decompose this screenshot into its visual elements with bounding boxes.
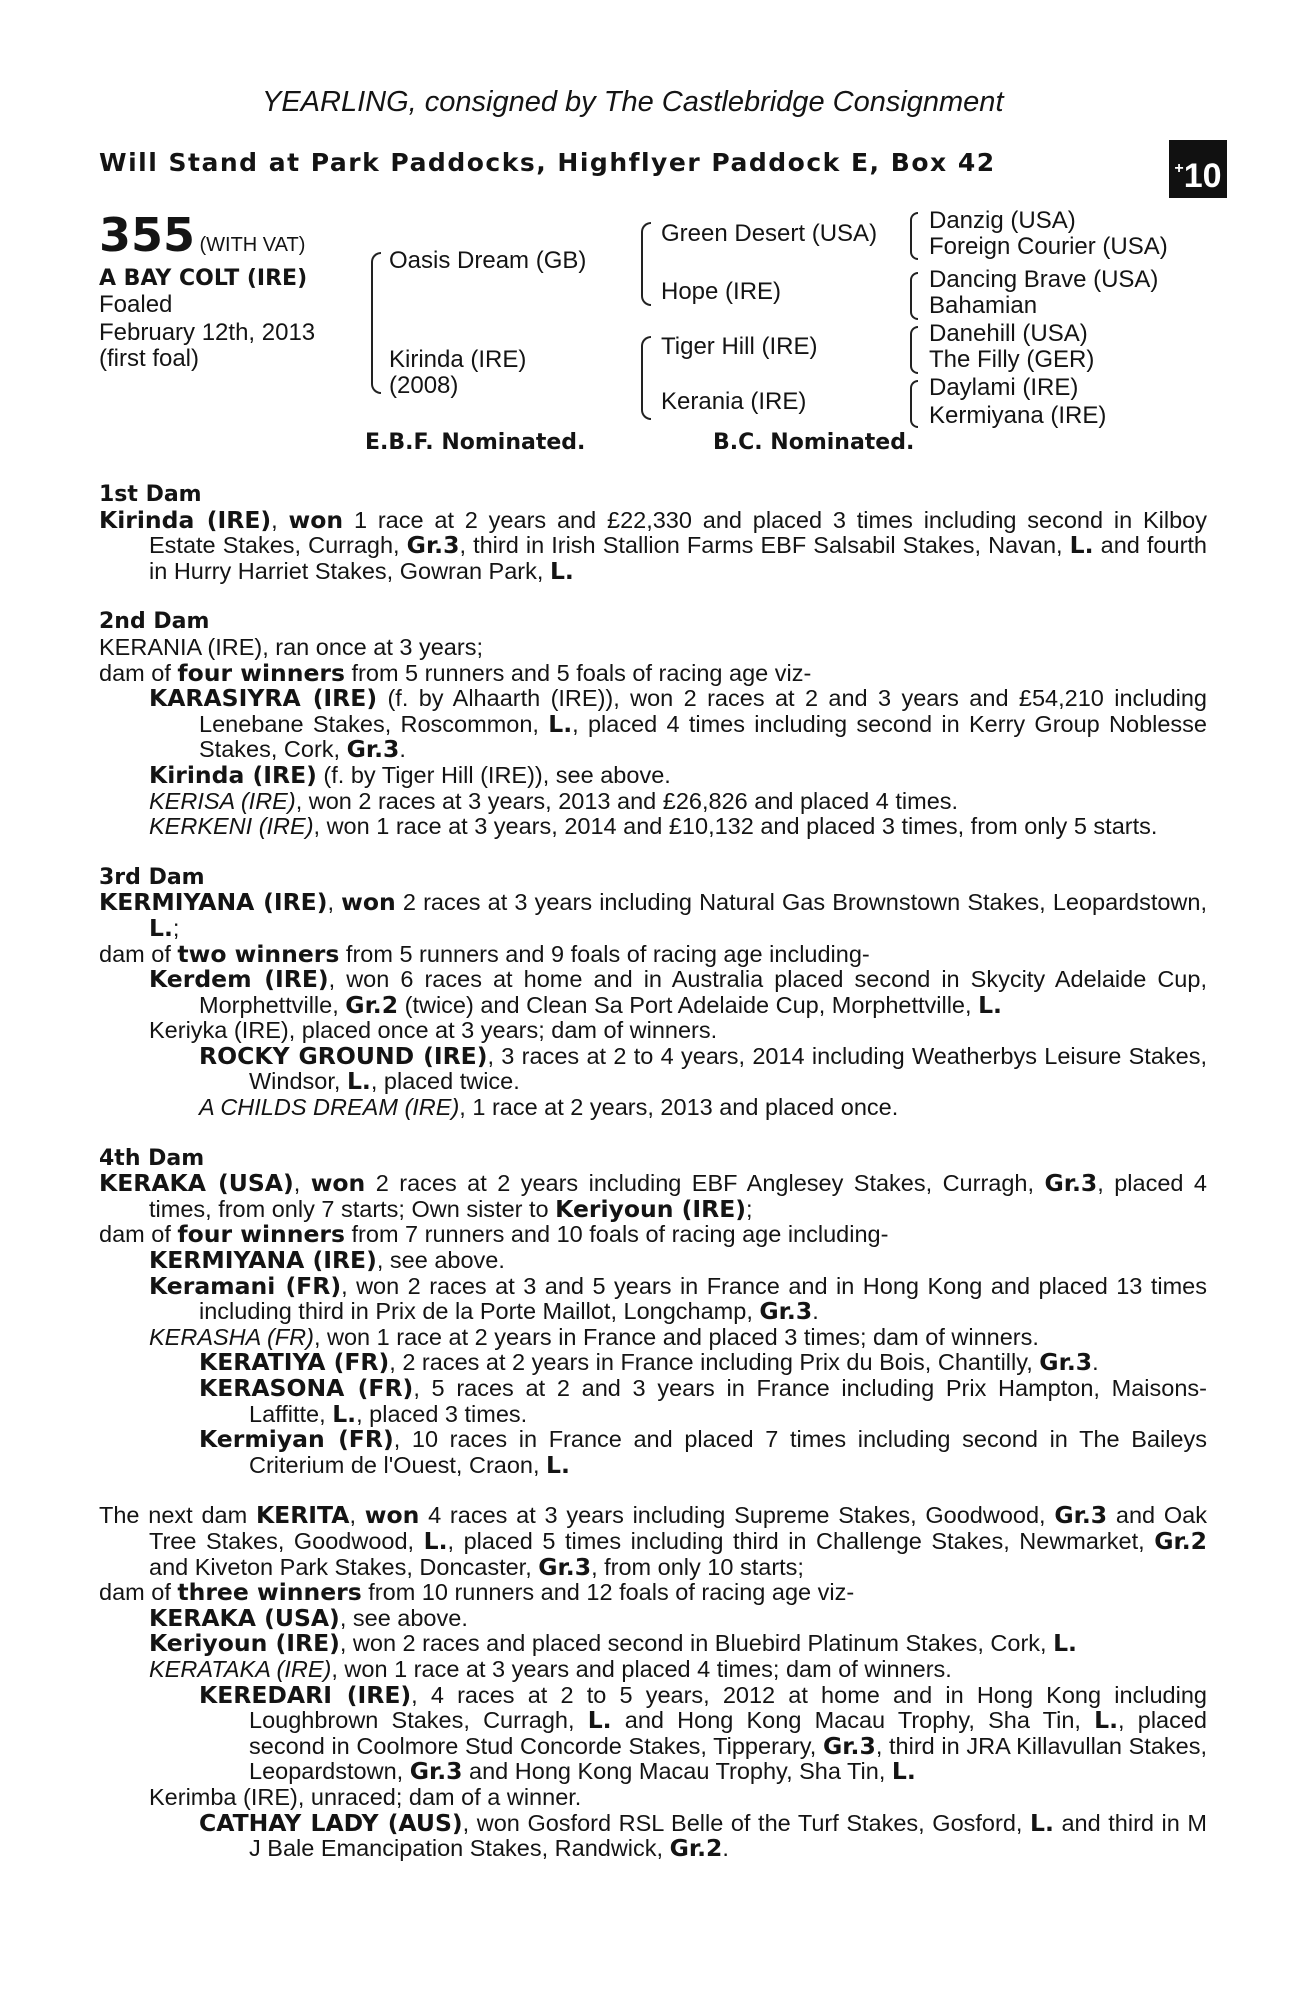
produce-text: .: [812, 1298, 819, 1325]
produce-text: (f. by Alhaarth (IRE)), won 2 races at 2 and 3 years and £54,210 including Lenebane Stakes, Roscommon,: [199, 685, 1208, 737]
produce-text: , won 2 races at 3 years, 2013 and £26,826 and placed 4 times.: [295, 787, 959, 814]
produce-name: KERISA (IRE): [149, 787, 296, 814]
first-foal-note: (first foal): [99, 345, 200, 372]
pedigree-brace-main: [371, 252, 381, 394]
gg-dam-2: Bahamian: [929, 292, 1038, 319]
badge-number: 10: [1183, 157, 1222, 195]
race-text: and fourth in Hurry Harriet Stakes, Gowran Park,: [149, 532, 1207, 584]
race-text: 2 races at 3 years including Natural Gas Brownstown Stakes, Leopardstown,: [395, 889, 1208, 916]
listed-label: L.: [332, 1399, 357, 1428]
listed-label: L.: [346, 1067, 371, 1096]
race-text: ;: [172, 914, 180, 941]
race-text: 1 race at 2 years and £22,330 and placed 3 times including second in Kilboy Estate Stakes, Curragh,: [149, 506, 1208, 559]
produce-entry: [99, 1350, 1207, 1376]
produce-text: , won 1 race at 3 years, 2014 and £10,132 and placed 3 times, from only 5 starts.: [313, 813, 1158, 840]
gg-sire-3: Danehill (USA): [929, 320, 1088, 347]
produce-text: and third in M J Bale Emancipation Stakes, Randwick,: [249, 1809, 1207, 1862]
pedigree-brace-dam: [641, 336, 651, 420]
produce-entry: [99, 967, 1207, 1018]
produce-text: , placed second in Coolmore Stud Concorde Stakes, Tipperary,: [249, 1707, 1208, 1759]
grade-label: Gr.3: [759, 1297, 813, 1326]
produce-entry: [99, 1376, 1207, 1427]
pedigree-brace-g4: [910, 380, 918, 428]
race-text: and Kiveton Park Stakes, Doncaster,: [149, 1553, 539, 1580]
pedigree-brace-g2: [910, 272, 918, 320]
race-text: , placed 4 times, from only 7 starts; Own sister to: [149, 1170, 1207, 1222]
consignment-line: YEARLING, consigned by The Castlebridge Consignment: [262, 86, 1004, 118]
produce-name: CATHAY LADY (AUS): [199, 1808, 463, 1837]
grade-label: Gr.2: [669, 1834, 723, 1863]
listed-label: L.: [1069, 531, 1094, 560]
listed-label: L.: [546, 1450, 570, 1479]
pedigree-brace-g1: [910, 212, 918, 260]
produce-text: , 4 races at 2 to 5 years, 2012 at home and in Hong Kong including Loughbrown Stakes, Curragh,: [249, 1681, 1207, 1734]
fourth-dam-name: KERAKA (USA): [99, 1169, 294, 1198]
produce-entry: [99, 760, 1207, 789]
produce-text: , placed 4 times including second in Kerry Group Noblesse Stakes, Cork,: [199, 710, 1207, 763]
listed-label: L.: [548, 709, 573, 738]
listed-label: L.: [1094, 1706, 1119, 1735]
fourth-dam-heading: 4th Dam: [99, 1145, 205, 1171]
grade-label: Gr.3: [1044, 1169, 1098, 1198]
sire-dam: Hope (IRE): [661, 278, 782, 305]
sire-sire: Green Desert (USA): [661, 220, 878, 247]
grade-label: Gr.3: [538, 1552, 592, 1581]
produce-text: , won 6 races at home and in Australia placed second in Skycity Adelaide Cup, Morphettville,: [199, 966, 1207, 1018]
won-label: won: [288, 505, 344, 534]
grade-label: Gr.3: [1054, 1501, 1108, 1530]
gg-dam-4: Kermiyana (IRE): [929, 402, 1107, 429]
gg-dam-3: The Filly (GER): [929, 346, 1095, 373]
dam-name: Kirinda (IRE): [389, 346, 527, 373]
produce-text: .: [722, 1835, 729, 1862]
gg-sire-2: Dancing Brave (USA): [929, 266, 1159, 293]
produce-entry: [99, 1603, 1207, 1632]
third-dam-produce-summary: [99, 939, 1207, 968]
produce-name: Kirinda (IRE): [149, 760, 317, 789]
dam-sire: Tiger Hill (IRE): [661, 333, 818, 360]
produce-name: KERATIYA (FR): [199, 1348, 390, 1377]
won-label: won: [310, 1169, 366, 1198]
race-text: , third in Irish Stallion Farms EBF Salsabil Stakes, Navan,: [459, 532, 1070, 559]
listed-label: L.: [549, 556, 574, 585]
produce-text: , see above.: [376, 1247, 505, 1274]
pedigree-brace-sire: [641, 222, 651, 306]
listed-label: L.: [587, 1706, 612, 1735]
grade-label: Gr.3: [406, 531, 460, 560]
won-label: won: [341, 888, 396, 917]
pedigree-brace-g3: [910, 326, 918, 374]
produce-entry: [99, 1325, 1207, 1351]
produce-text: .: [1092, 1349, 1099, 1376]
sire-name: Oasis Dream (GB): [389, 247, 587, 274]
listed-label: L.: [978, 990, 1002, 1019]
dam-of-text: dam of: [99, 940, 178, 967]
grade-label: Gr.3: [346, 735, 400, 764]
grade-label: Gr.3: [823, 1731, 876, 1760]
produce-text: , won 1 race at 3 years and placed 4 times; dam of winners.: [331, 1655, 952, 1682]
listed-label: L.: [1030, 1808, 1054, 1837]
produce-name: KERATAKA (IRE): [149, 1655, 332, 1682]
produce-text: , third in JRA Killavullan Stakes, Leopardstown,: [249, 1732, 1207, 1785]
produce-text: and Hong Kong Macau Trophy, Sha Tin,: [462, 1758, 892, 1785]
produce-name: A CHILDS DREAM (IRE): [199, 1094, 460, 1121]
winners-count: two winners: [177, 939, 340, 968]
won-label: won: [364, 1501, 420, 1530]
location-line: Will Stand at Park Paddocks, Highflyer Paddock E, Box 42: [99, 148, 996, 177]
dam-of-text: dam of: [99, 1221, 178, 1248]
grade-label: Gr.3: [409, 1757, 463, 1786]
winners-count: three winners: [177, 1578, 362, 1607]
produce-text: (f. by Tiger Hill (IRE)), see above.: [316, 761, 671, 788]
race-text: ,: [349, 1502, 365, 1529]
produce-entry: Keriyka (IRE), placed once at 3 years; dam of winners.: [149, 1017, 718, 1044]
produce-entry: [99, 1680, 1208, 1786]
listed-label: L.: [149, 913, 173, 942]
produce-name: KERMIYANA (IRE): [149, 1246, 377, 1275]
first-dam-name: Kirinda (IRE): [99, 505, 272, 534]
listed-label: L.: [891, 1757, 916, 1786]
produce-entry: [99, 814, 1207, 840]
dam-dam: Kerania (IRE): [661, 388, 807, 415]
produce-text: , 10 races in France and placed 7 times including second in The Baileys Criterium de l'Ouest, Craon,: [249, 1426, 1207, 1478]
grade-label: Gr.3: [1039, 1348, 1093, 1377]
sister-name: Keriyoun (IRE): [555, 1194, 746, 1223]
third-dam-heading: 3rd Dam: [99, 864, 205, 890]
foaled-date: February 12th, 2013: [99, 319, 316, 346]
produce-text: and Hong Kong Macau Trophy, Sha Tin,: [611, 1707, 1095, 1734]
grade-label: Gr.2: [345, 990, 399, 1019]
race-text: , placed 5 times including third in Challenge Stakes, Newmarket,: [447, 1527, 1155, 1554]
gg-sire-1: Danzig (USA): [929, 207, 1076, 234]
produce-name: Keriyoun (IRE): [149, 1629, 340, 1658]
produce-text: , won 2 races and placed second in Bluebird Platinum Stakes, Cork,: [339, 1630, 1054, 1657]
produce-name: Kerdem (IRE): [149, 965, 329, 994]
dam-of-text: dam of: [99, 659, 178, 686]
produce-entry: [99, 1808, 1207, 1863]
first-dam-paragraph: Kirinda (IRE), won 1 race at 2 years and £22,330 and placed 3 times including second in Kilboy Estate Stakes, Curragh, Gr.3, third in Irish Stallion Farms EBF Salsabil Stakes, Navan, L. and fourth in Hurry Harriet Stakes, Gowran Park, L.: [99, 505, 1208, 585]
produce-name: KEREDARI (IRE): [199, 1680, 412, 1709]
produce-entry: [99, 1427, 1207, 1478]
winners-count: four winners: [177, 658, 345, 687]
produce-name: KERKENI (IRE): [149, 813, 314, 840]
produce-text: , see above.: [339, 1604, 468, 1631]
produce-entry: [99, 1095, 1207, 1121]
next-dam-name: KERITA: [255, 1501, 350, 1530]
produce-name: KERAKA (USA): [149, 1603, 340, 1632]
third-dam-name: KERMIYANA (IRE): [99, 888, 328, 917]
badge-plus: +: [1174, 160, 1184, 177]
race-text: and Oak Tree Stakes, Goodwood,: [149, 1502, 1207, 1554]
produce-text: , 2 races at 2 years in France including Prix du Bois, Chantilly,: [389, 1349, 1040, 1376]
produce-text: (twice) and Clean Sa Port Adelaide Cup, Morphettville,: [398, 991, 979, 1018]
bc-nominated: B.C. Nominated.: [713, 430, 915, 455]
produce-entry: [99, 1631, 1207, 1657]
third-dam-paragraph: KERMIYANA (IRE), won 2 races at 3 years including Natural Gas Brownstown Stakes, Leopardstown, L.;: [99, 888, 1208, 942]
dam-of-text: from 10 runners and 12 foals of racing age viz-: [361, 1579, 855, 1606]
produce-text: , won 2 races at 3 and 5 years in France and in Hong Kong and placed 13 times including third in Prix de la Porte Maillot, Longchamp,: [199, 1272, 1208, 1325]
second-dam-line: KERANIA (IRE), ran once at 3 years;: [99, 633, 483, 660]
dam-of-text: dam of: [99, 1579, 178, 1606]
produce-name: ROCKY GROUND (IRE): [199, 1041, 488, 1070]
fourth-dam-produce-summary: [99, 1222, 1207, 1248]
vat-label: (WITH VAT): [199, 234, 306, 256]
next-dam-lead: The next dam: [99, 1502, 256, 1529]
winners-count: four winners: [177, 1220, 345, 1249]
produce-entry: [99, 686, 1207, 763]
produce-text: , 3 races at 2 to 4 years, 2014 including Weatherbys Leisure Stakes, Windsor,: [249, 1042, 1208, 1095]
produce-text: , placed 3 times.: [356, 1400, 528, 1427]
race-text: 2 races at 2 years including EBF Anglesey Stakes, Curragh,: [365, 1170, 1045, 1197]
produce-name: Kermiyan (FR): [199, 1425, 394, 1454]
dam-of-text: from 7 runners and 10 foals of racing age including-: [345, 1221, 889, 1248]
catalogue-body: [99, 482, 1207, 1862]
produce-text: , placed twice.: [370, 1068, 520, 1095]
produce-entry: [99, 1041, 1208, 1096]
listed-label: L.: [1053, 1629, 1077, 1658]
next-dam-produce-summary: [99, 1580, 1207, 1606]
produce-text: , 1 race at 2 years, 2013 and placed once.: [459, 1094, 899, 1121]
dam-of-text: from 5 runners and 5 foals of racing age viz-: [345, 659, 812, 686]
second-dam-produce-summary: [99, 658, 1207, 687]
race-text: 4 races at 3 years including Supreme Stakes, Goodwood,: [419, 1502, 1055, 1529]
produce-text: .: [399, 736, 406, 763]
catalogue-badge: [1169, 140, 1227, 198]
produce-entry: Kerimba (IRE), unraced; dam of a winner.: [149, 1783, 582, 1810]
lot-number-value: 355: [99, 208, 196, 262]
foaled-label: Foaled: [99, 291, 173, 318]
produce-entry: [99, 1271, 1208, 1326]
produce-text: , won 1 race at 2 years in France and placed 3 times; dam of winners.: [313, 1323, 1039, 1350]
ebf-nominated: E.B.F. Nominated.: [365, 430, 586, 455]
produce-text: , 5 races at 2 and 3 years in France including Prix Hampton, Maisons-Laffitte,: [249, 1375, 1207, 1427]
produce-name: KERASHA (FR): [149, 1323, 314, 1350]
race-text: ;: [746, 1195, 753, 1222]
grade-label: Gr.2: [1154, 1526, 1207, 1555]
dam-of-text: from 5 runners and 9 foals of racing age including-: [339, 940, 870, 967]
lot-number: [99, 208, 305, 262]
race-text: , from only 10 starts;: [591, 1553, 804, 1580]
produce-entry: [99, 1248, 1207, 1274]
fourth-dam-paragraph: KERAKA (USA), won 2 races at 2 years including EBF Anglesey Stakes, Curragh, Gr.3, placed 4 times, from only 7 starts; Own sister to Keriyoun (IRE);: [99, 1169, 1207, 1223]
produce-name: KARASIYRA (IRE): [149, 684, 378, 713]
produce-entry: [99, 1657, 1207, 1683]
produce-entry: [99, 789, 1207, 815]
produce-name: KERASONA (FR): [199, 1374, 414, 1402]
second-dam-heading: 2nd Dam: [99, 609, 210, 635]
gg-sire-4: Daylami (IRE): [929, 374, 1079, 401]
next-dam-paragraph: [99, 1503, 1207, 1580]
produce-text: , won Gosford RSL Belle of the Turf Stakes, Gosford,: [462, 1809, 1030, 1836]
produce-name: Keramani (FR): [149, 1271, 342, 1300]
first-dam-heading: 1st Dam: [99, 482, 202, 507]
listed-label: L.: [423, 1526, 448, 1555]
lot-name: A BAY COLT (IRE): [99, 266, 308, 291]
gg-dam-1: Foreign Courier (USA): [929, 233, 1168, 260]
dam-year: (2008): [389, 372, 459, 399]
